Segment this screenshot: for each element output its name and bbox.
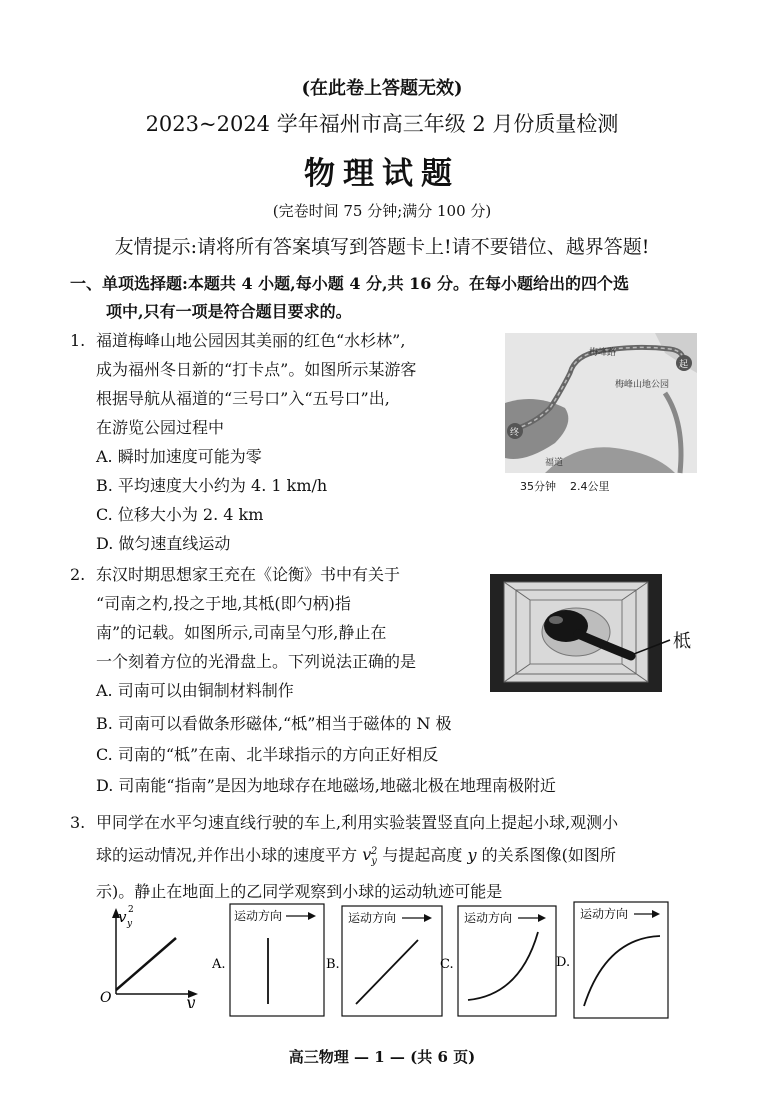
map-caption-time: 35分钟 [520,480,556,493]
q3-choice-b [326,900,448,1022]
q2-number: 2. [70,565,86,584]
map-area-label: 福道 [545,458,564,468]
q2-line: “司南之杓,投之于地,其柢(即勺柄)指 [96,594,351,613]
q2-option-b: B. 司南可以看做条形磁体,“柢”相当于磁体的 N 极 [96,714,452,733]
q3-line: 示)。静止在地面上的乙同学观察到小球的运动轨迹可能是 [96,881,503,901]
vy2-y-graph [96,898,206,1008]
sinan-image [486,568,698,696]
q1-option-d: D. 做匀速直线运动 [96,534,231,553]
q2-line: 东汉时期思想家王充在《论衡》书中有关于 [96,565,401,584]
q3-choice-a [212,898,330,1020]
map-park-label: 梅峰山地公园 [615,380,670,390]
q3-number: 3. [70,813,86,832]
notice: (在此卷上答题无效) [301,78,463,99]
q1-map-figure [505,333,697,498]
graph-y-sub: y [127,919,133,929]
time-info: (完卷时间 75 分钟;满分 100 分) [272,202,492,220]
choice-b-label: B. [326,957,340,972]
q1-stem [96,326,496,558]
q2-sinan-figure [486,568,698,696]
map-start-label: 起 [679,360,689,370]
map-road-label: 梅峰路 [589,348,617,358]
motion-direction-label: 运动方向 [464,911,513,925]
q3-line: 球的运动情况,并作出小球的速度平方 $v_y^2$ 与提起高度 y 的关系图像(如图所 [96,845,616,868]
q3-graph [96,898,206,1008]
map-caption-distance: 2.4公里 [570,480,610,493]
q3-line: 甲同学在水平匀速直线行驶的车上,利用实验装置竖直向上提起小球,观测小 [96,813,619,832]
q3-stem [96,808,706,906]
section-heading-line1: 一、单项选择题:本题共 4 小题,每小题 4 分,共 16 分。在每小题给出的四个选 [70,274,630,293]
q2-option-d: D. 司南能“指南”是因为地球存在地磁场,地磁北极在地理南极附近 [96,776,556,795]
map-end-label: 终 [510,428,520,438]
q2-line: 一个刻着方位的光滑盘上。下列说法正确的是 [96,652,417,671]
q1-line: 福道梅峰山地公园因其美丽的红色“水杉林”, [96,331,406,350]
q1-line: 根据导航从福道的“三号口”入“五号口”出, [96,389,390,408]
map-image [505,333,697,498]
choice-c-label: C. [440,957,454,972]
section-heading-line2: 项中,只有一项是符合题目要求的。 [106,302,352,321]
graph-y-sup: 2 [128,905,134,915]
q1-line: 在游览公园过程中 [96,418,225,437]
q2-line: 南”的记载。如图所示,司南呈勺形,静止在 [96,623,387,642]
q1-number: 1. [70,331,86,350]
q2-option-a: A. 司南可以由铜制材料制作 [96,681,294,700]
page-footer: 高三物理 — 1 — (共 6 页) [288,1048,476,1066]
motion-direction-label: 运动方向 [348,911,397,925]
choice-a-label: A. [212,957,226,972]
graph-origin-label: O [100,990,112,1006]
q1-option-b: B. 平均速度大小约为 4. 1 km/h [96,476,328,495]
motion-direction-label: 运动方向 [234,909,283,923]
exam-title: 2023~2024 学年福州市高三年级 2 月份质量检测 [145,112,619,136]
vy-symbol: $v_y^2$ [362,845,378,868]
choice-d-label: D. [556,955,571,970]
q1-option-c: C. 位移大小为 2. 4 km [96,505,264,524]
motion-direction-label: 运动方向 [580,907,629,921]
reminder: 友情提示:请将所有答案填写到答题卡上!请不要错位、越界答题! [114,236,650,258]
q2-option-c: C. 司南的“柢”在南、北半球指示的方向正好相反 [96,745,439,764]
q1-option-a: A. 瞬时加速度可能为零 [96,447,262,466]
q3-choice-c [440,900,562,1022]
graph-x-axis-label: y [186,993,196,1008]
graph-y-axis-label: v [118,908,127,926]
q3-choice-d [556,898,672,1022]
section-heading [70,270,710,326]
subject-title: 物理试题 [304,156,460,192]
q1-line: 成为福州冬日新的“打卡点”。如图所示某游客 [96,360,417,379]
di-label: 柢 [673,631,691,652]
y-symbol: y [467,845,477,865]
